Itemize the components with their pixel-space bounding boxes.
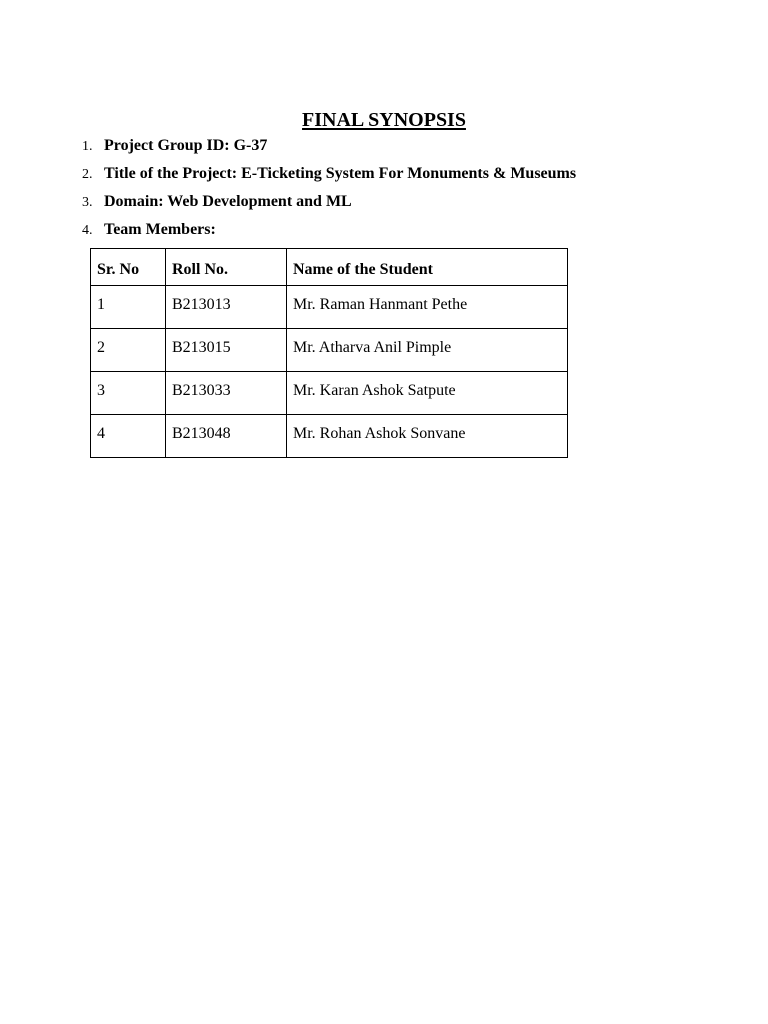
list-item [82, 190, 576, 218]
project-domain: Domain: Web Development and ML [104, 193, 352, 210]
cell-sr-no: 4 [91, 415, 166, 458]
team-members-label: Team Members: [104, 221, 216, 238]
cell-student-name: Mr. Atharva Anil Pimple [287, 329, 568, 372]
table-row [91, 372, 568, 415]
list-number: 1. [82, 139, 93, 154]
list-item [82, 162, 576, 190]
table-row [91, 286, 568, 329]
project-title: Title of the Project: E-Ticketing System For Monuments & Museums [104, 165, 577, 182]
list-item [82, 134, 576, 162]
list-number: 2. [82, 167, 93, 182]
cell-roll-no: B213033 [166, 372, 287, 415]
table-row [91, 329, 568, 372]
header-student-name: Name of the Student [287, 249, 568, 286]
list-item [82, 218, 576, 246]
list-number: 3. [82, 195, 93, 210]
team-members-table [90, 248, 568, 458]
header-sr-no: Sr. No [91, 249, 166, 286]
cell-student-name: Mr. Karan Ashok Satpute [287, 372, 568, 415]
cell-student-name: Mr. Raman Hanmant Pethe [287, 286, 568, 329]
cell-sr-no: 3 [91, 372, 166, 415]
cell-sr-no: 1 [91, 286, 166, 329]
cell-roll-no: B213048 [166, 415, 287, 458]
project-group-id: Project Group ID: G-37 [104, 137, 268, 154]
cell-student-name: Mr. Rohan Ashok Sonvane [287, 415, 568, 458]
table-header-row [91, 249, 568, 286]
synopsis-list [82, 134, 576, 246]
header-roll-no: Roll No. [166, 249, 287, 286]
document-title: FINAL SYNOPSIS [302, 109, 466, 131]
cell-sr-no: 2 [91, 329, 166, 372]
cell-roll-no: B213015 [166, 329, 287, 372]
list-number: 4. [82, 223, 93, 238]
cell-roll-no: B213013 [166, 286, 287, 329]
table-row [91, 415, 568, 458]
